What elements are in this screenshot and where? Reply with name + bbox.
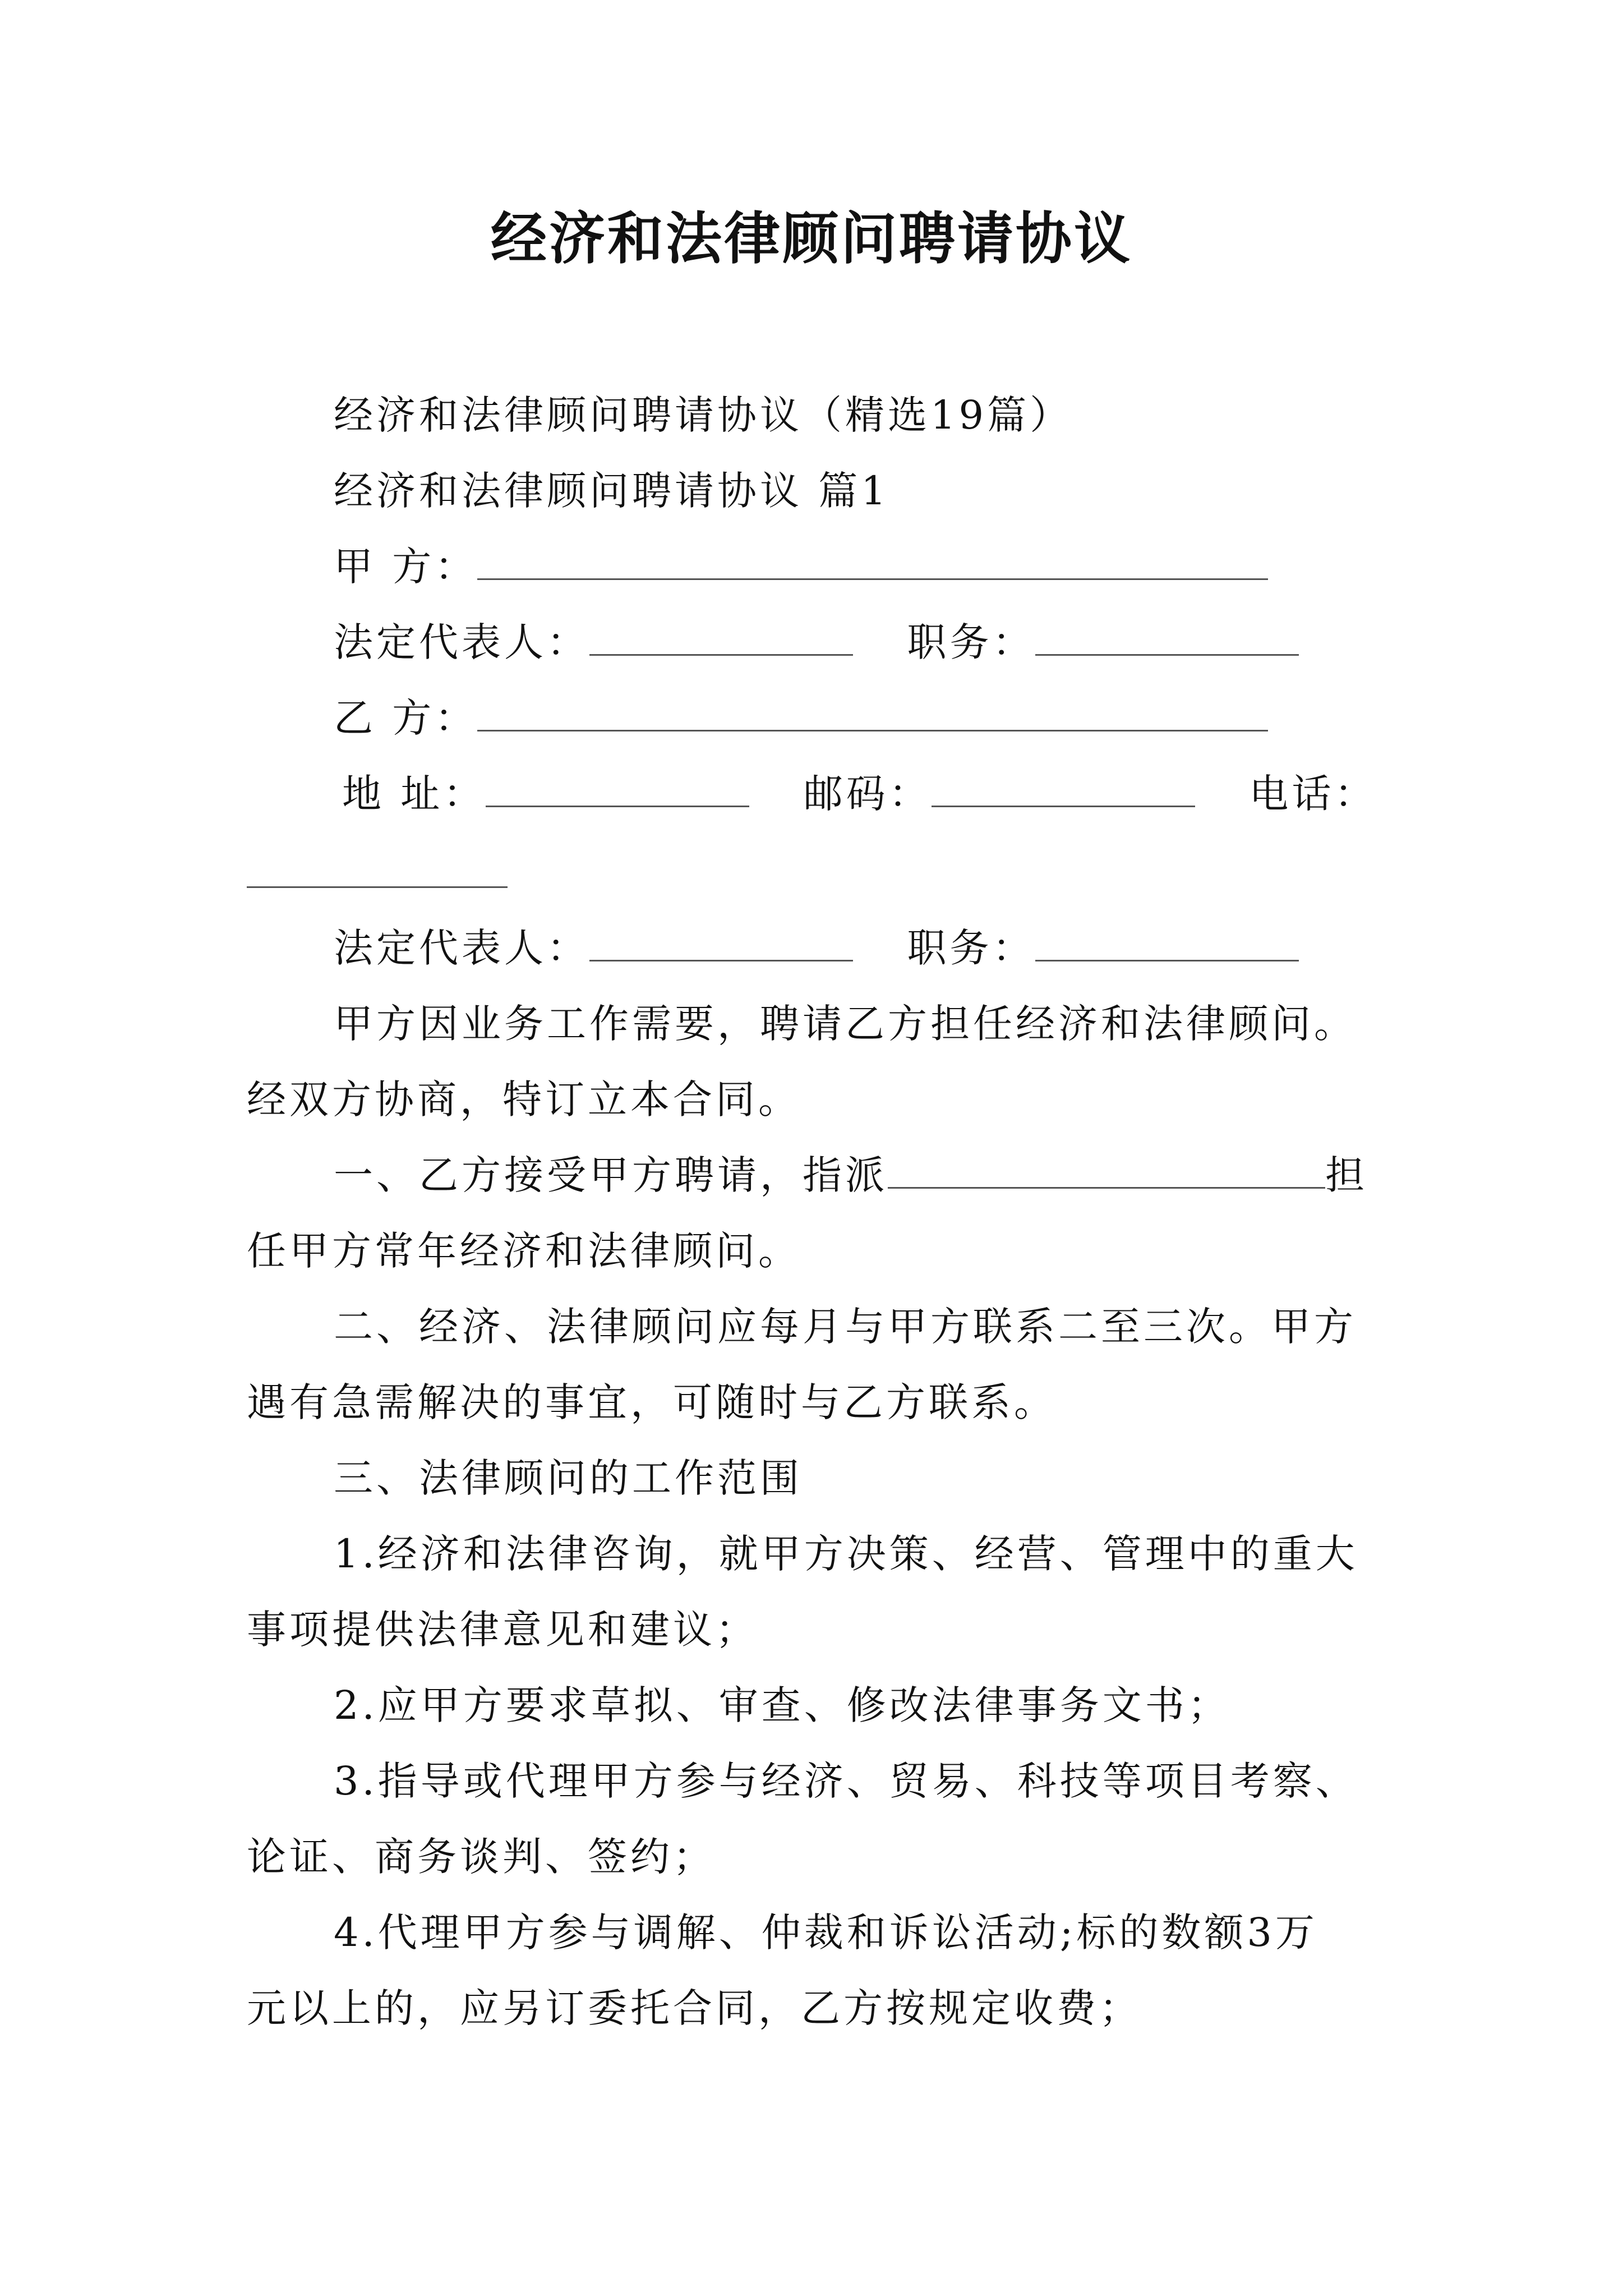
- address-blank: [486, 771, 749, 807]
- clause-2-line-2: 遇有急需解决的事宜，可随时与乙方联系。: [247, 1379, 1057, 1425]
- party-a-blank: [477, 544, 1268, 580]
- address-row: [342, 766, 1377, 822]
- address-label: 地 址：: [342, 771, 486, 817]
- clause-1-blank: [888, 1152, 1325, 1189]
- party-b-blank: [477, 695, 1268, 731]
- section-heading: 经济和法律顾问聘请协议 篇1: [334, 468, 889, 514]
- item-4-line-2: 元以上的，应另订委托合同，乙方按规定收费；: [247, 1985, 1142, 2031]
- item-3-line-1: 3.指导或代理甲方参与经济、贸易、科技等项目考察、: [334, 1758, 1358, 1804]
- rep-row-1: [334, 614, 1299, 670]
- phone-blank: [247, 886, 508, 888]
- rep-row-2: [334, 920, 1299, 976]
- postcode-label: 邮码：: [803, 771, 932, 817]
- item-1-line-1: 1.经济和法律咨询，就甲方决策、经营、管理中的重大: [334, 1531, 1358, 1577]
- position-blank-2: [1035, 925, 1299, 961]
- position-label-2: 职务：: [907, 925, 1035, 971]
- clause-2-line-1: 二、经济、法律顾问应每月与甲方联系二至三次。甲方: [334, 1304, 1357, 1350]
- party-a-label: 甲 方：: [334, 544, 478, 590]
- clause-1-line-2: 任甲方常年经济和法律顾问。: [247, 1228, 801, 1274]
- clause-1-tail: 担: [1325, 1152, 1368, 1198]
- position-label-1: 职务：: [907, 619, 1035, 665]
- rep-blank-2: [589, 925, 853, 961]
- item-4-line-1: 4.代理甲方参与调解、仲裁和诉讼活动;标的数额3万: [334, 1910, 1318, 1955]
- item-3-line-2: 论证、商务谈判、签约；: [247, 1834, 716, 1880]
- rep-label-2: 法定代表人：: [334, 925, 589, 971]
- party-b-label: 乙 方：: [334, 695, 478, 741]
- rep-blank-1: [589, 619, 853, 656]
- phone-label: 电话：: [1249, 771, 1377, 817]
- clause-3-heading: 三、法律顾问的工作范围: [334, 1455, 803, 1501]
- document-subtitle: 经济和法律顾问聘请协议（精选19篇）: [334, 392, 1073, 438]
- postcode-blank: [932, 771, 1195, 807]
- item-1-line-2: 事项提供法律意见和建议；: [247, 1607, 758, 1653]
- document-title: 经济和法律顾问聘请协议: [491, 205, 1132, 272]
- position-blank-1: [1035, 619, 1299, 656]
- party-a-row: [334, 539, 1268, 595]
- item-2: 2.应甲方要求草拟、审查、修改法律事务文书；: [334, 1682, 1230, 1728]
- clause-1-text: 一、乙方接受甲方聘请，指派: [334, 1152, 888, 1198]
- clause-1-line-1: [334, 1147, 1368, 1203]
- intro-line-2: 经双方协商，特订立本合同。: [247, 1076, 801, 1122]
- party-b-row: [334, 690, 1268, 746]
- intro-line-1: 甲方因业务工作需要，聘请乙方担任经济和法律顾问。: [334, 1001, 1357, 1047]
- rep-label-1: 法定代表人：: [334, 619, 589, 665]
